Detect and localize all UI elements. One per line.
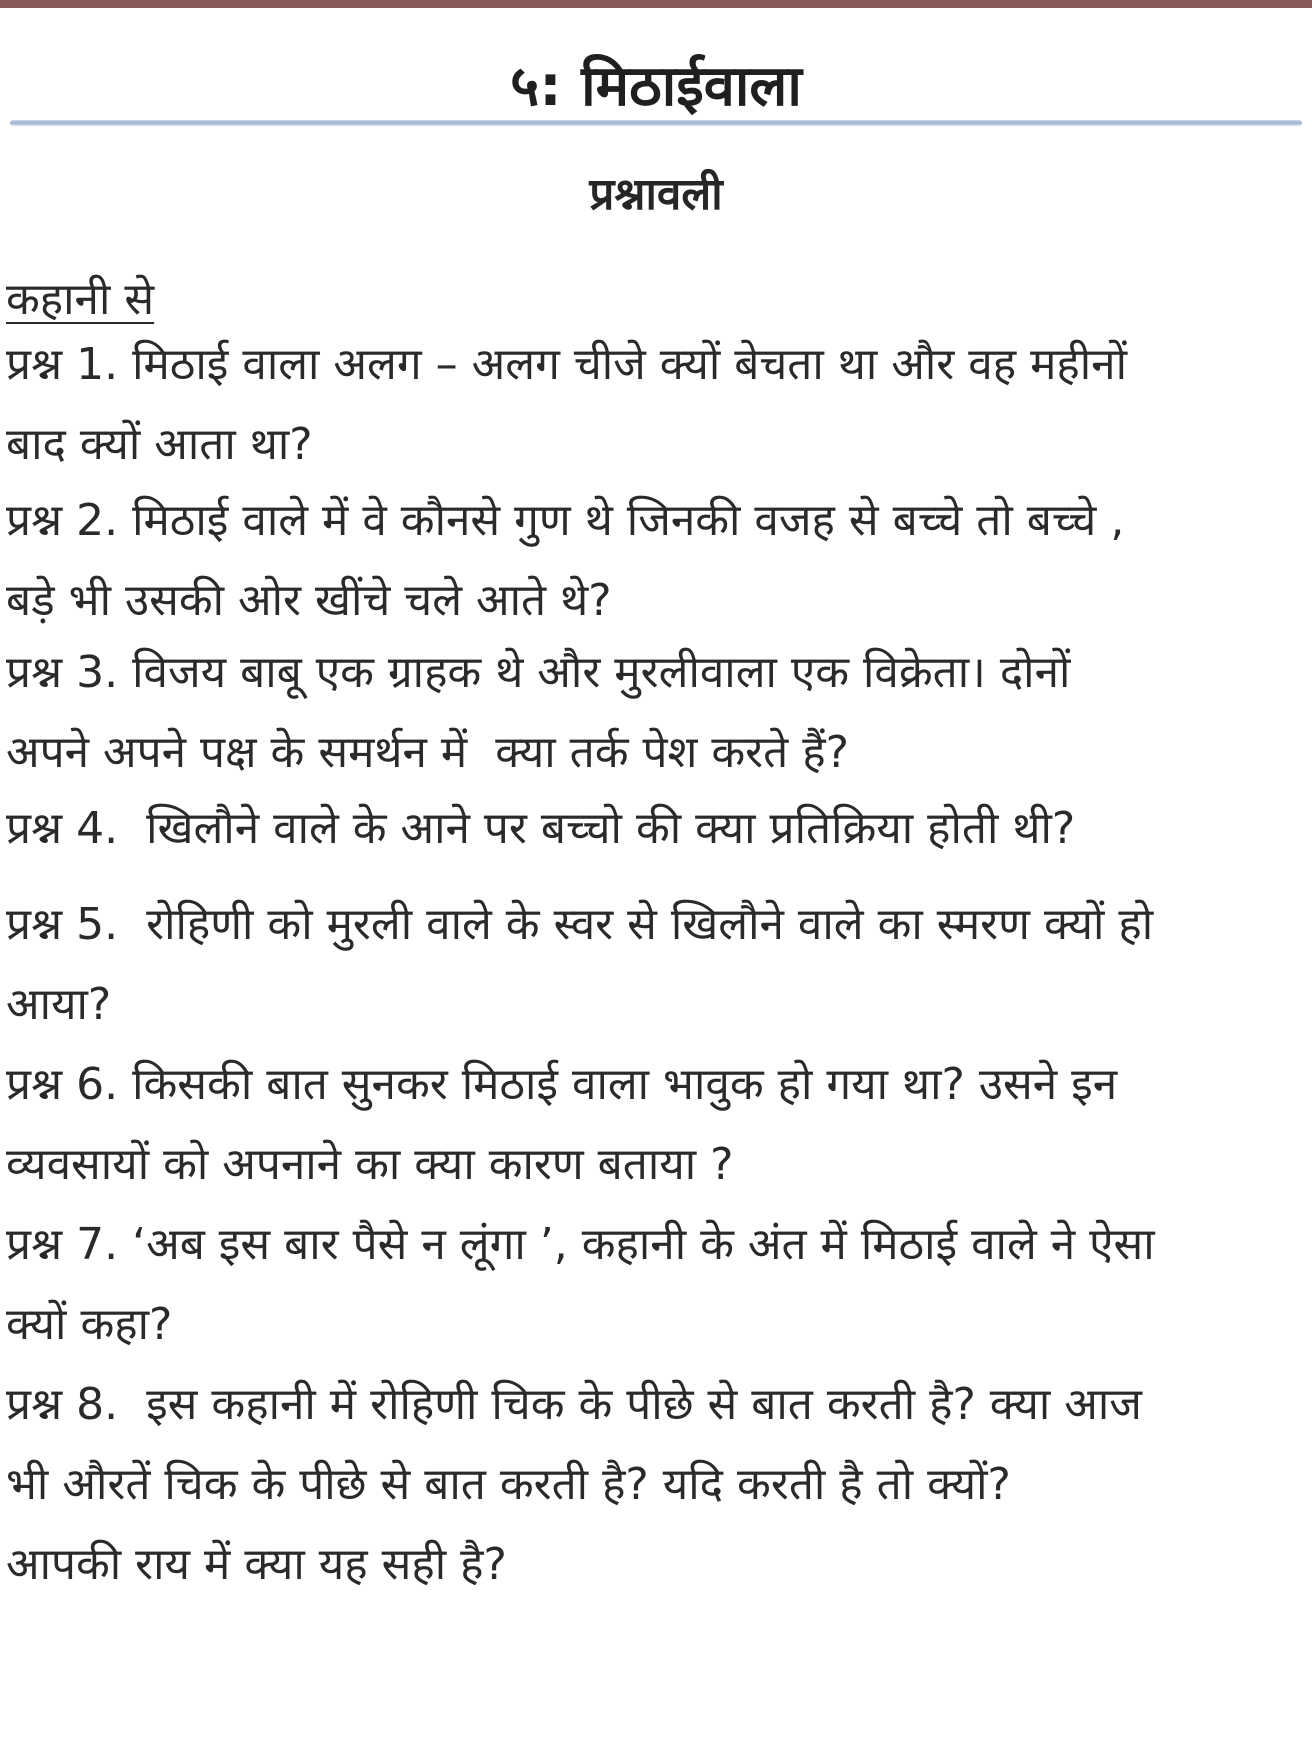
question-5 bbox=[6, 885, 1306, 1045]
question-6-line-2: व्यवसायों को अपनाने का क्या कारण बताया ? bbox=[6, 1139, 734, 1190]
subsection-heading: कहानी से bbox=[6, 274, 155, 325]
question-8-line-2: भी औरतें चिक के पीछे से बात करती है? यदि करती है तो क्यों? bbox=[6, 1459, 1011, 1510]
question-3 bbox=[6, 633, 1306, 793]
question-2 bbox=[6, 481, 1306, 641]
question-8 bbox=[6, 1365, 1306, 1605]
section-heading: प्रश्नावली bbox=[589, 169, 723, 220]
question-7 bbox=[6, 1205, 1306, 1365]
chapter-title: ५: मिठाईवाला bbox=[510, 54, 802, 119]
question-4 bbox=[6, 789, 1306, 869]
question-5-line-1: प्रश्न 5. रोहिणी को मुरली वाले के स्वर से खिलौने वाले का स्मरण क्यों हो bbox=[6, 899, 1154, 950]
question-8-line-3: आपकी राय में क्या यह सही है? bbox=[6, 1539, 507, 1590]
question-3-line-1: प्रश्न 3. विजय बाबू एक ग्राहक थे और मुरलीवाला एक विक्रेता। दोनों bbox=[6, 647, 1071, 698]
question-5-line-2: आया? bbox=[6, 979, 112, 1030]
question-7-line-1: प्रश्न 7. ‘अब इस बार पैसे न लूंगा ’, कहानी के अंत में मिठाई वाले ने ऐसा bbox=[6, 1219, 1155, 1270]
title-underline-rule bbox=[10, 120, 1302, 126]
top-border-bar bbox=[0, 0, 1312, 8]
question-6 bbox=[6, 1045, 1306, 1205]
question-1-line-1: प्रश्न 1. मिठाई वाला अलग – अलग चीजे क्यों बेचता था और वह महीनों bbox=[6, 339, 1127, 390]
question-6-line-1: प्रश्न 6. किसकी बात सुनकर मिठाई वाला भावुक हो गया था? उसने इन bbox=[6, 1059, 1118, 1110]
question-2-line-1: प्रश्न 2. मिठाई वाले में वे कौनसे गुण थे जिनकी वजह से बच्चे तो बच्चे , bbox=[6, 495, 1125, 546]
question-4-line-1: प्रश्न 4. खिलौने वाले के आने पर बच्चो की क्या प्रतिक्रिया होती थी? bbox=[6, 803, 1076, 854]
question-3-line-2: अपने अपने पक्ष के समर्थन में क्या तर्क पेश करते हैं? bbox=[6, 727, 849, 778]
question-7-line-2: क्यों कहा? bbox=[6, 1299, 173, 1350]
question-8-line-1: प्रश्न 8. इस कहानी में रोहिणी चिक के पीछे से बात करती है? क्या आज bbox=[6, 1379, 1142, 1430]
question-1 bbox=[6, 325, 1306, 485]
question-1-line-2: बाद क्यों आता था? bbox=[6, 419, 313, 470]
question-2-line-2: बड़े भी उसकी ओर खींचे चले आते थे? bbox=[6, 575, 612, 626]
